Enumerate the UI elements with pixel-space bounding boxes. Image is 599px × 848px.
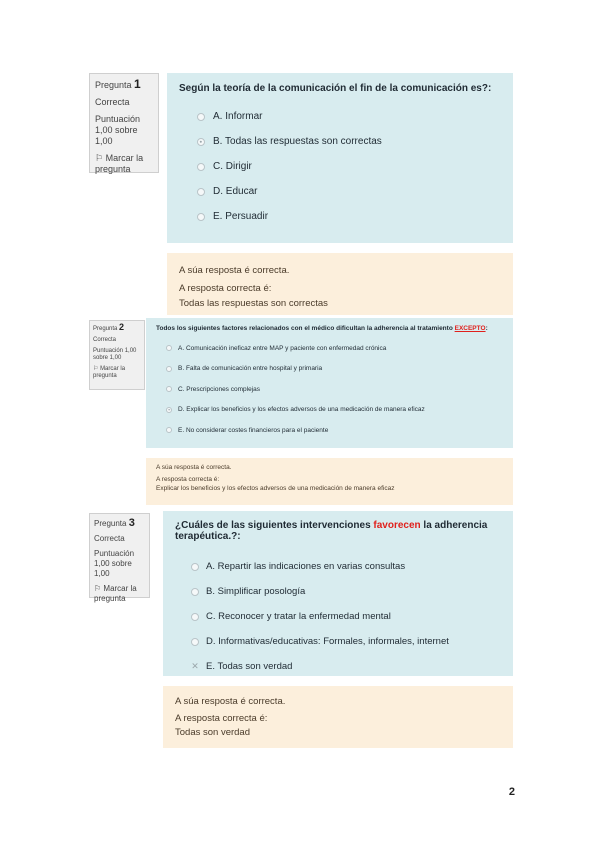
answer-option-d[interactable] [179, 179, 501, 204]
question-status: Correcta [93, 337, 117, 343]
question-info-3 [89, 513, 150, 603]
answer-option-label: A. Repartir las indicaciones en varias consultas [206, 561, 406, 572]
answer-option-d[interactable] [175, 629, 501, 654]
radio-button[interactable] [191, 638, 199, 646]
answer-option-label: B. Simplificar posología [206, 586, 306, 597]
radio-button[interactable] [197, 113, 205, 121]
radio-button[interactable] [166, 386, 172, 392]
answer-feedback-1 [167, 253, 513, 315]
answer-option-c[interactable] [179, 154, 501, 179]
answer-feedback-3 [163, 686, 513, 748]
answer-option-label: C. Prescripciones complejas [178, 385, 261, 393]
feedback-status: A súa resposta é correcta. [179, 265, 290, 276]
answer-option-a[interactable] [179, 104, 501, 129]
answer-option-e[interactable] [179, 204, 501, 229]
question-info-1 [89, 73, 159, 173]
answer-option-e[interactable] [175, 654, 501, 679]
answer-option-a[interactable] [156, 338, 503, 359]
answer-feedback-2 [146, 458, 513, 505]
question-status: Correcta [94, 534, 125, 543]
answer-option-label: B. Todas las respuestas son correctas [213, 136, 382, 147]
check-x-icon[interactable]: ✕ [191, 661, 199, 671]
feedback-status: A súa resposta é correcta. [156, 464, 232, 471]
question-content-1 [167, 73, 513, 243]
question-prompt: Según la teoría de la comunicación el fin de la comunicación es?: [179, 83, 492, 94]
question-info-2 [89, 320, 145, 390]
radio-button[interactable] [197, 213, 205, 221]
question-content-3 [163, 511, 513, 676]
answer-option-label: A. Informar [213, 111, 263, 122]
question-number: Pregunta 2 [93, 322, 125, 332]
answer-option-label: E. Persuadir [213, 211, 269, 222]
question-number: Pregunta 1 [95, 77, 141, 91]
radio-button[interactable] [191, 563, 199, 571]
answer-option-d[interactable] [156, 400, 503, 421]
question-prompt: Todos los siguientes factores relacionados con el médico dificultan la adherencia al tratamiento EXCEPTO: [156, 325, 488, 332]
question-score: Puntuación 1,00 sobre 1,00 [93, 348, 137, 361]
answer-option-label: E. Todas son verdad [206, 661, 293, 672]
radio-button[interactable] [166, 345, 172, 351]
radio-button-selected[interactable] [197, 138, 205, 146]
answer-option-b[interactable] [179, 129, 501, 154]
answer-option-label: E. No considerar costes financieros para el paciente [178, 426, 329, 434]
answer-option-b[interactable] [156, 359, 503, 380]
flag-question-link[interactable]: ⚐ Marcar la pregunta [94, 584, 137, 603]
answer-option-label: A. Comunicación ineficaz entre MAP y paciente con enfermedad crónica [178, 344, 387, 352]
radio-button[interactable] [191, 613, 199, 621]
flag-icon: ⚐ [95, 153, 104, 163]
feedback-status: A súa resposta é correcta. [175, 696, 286, 707]
question-score: Puntuación 1,00 sobre 1,00 [95, 114, 141, 146]
question-status: Correcta [95, 97, 130, 107]
question-score: Puntuación 1,00 sobre 1,00 [94, 549, 135, 578]
radio-button[interactable] [191, 588, 199, 596]
prompt-highlight: favorecen [373, 520, 421, 531]
feedback-answer: Explicar los beneficios y los efectos adversos de una medicación de manera eficaz [156, 485, 395, 492]
radio-button-selected[interactable] [166, 407, 172, 413]
answer-option-b[interactable] [175, 579, 501, 604]
answer-option-a[interactable] [175, 554, 501, 579]
flag-question-link[interactable]: ⚐ Marcar la pregunta [95, 153, 144, 174]
answer-option-label: C. Reconocer y tratar la enfermedad mental [206, 611, 391, 622]
flag-icon: ⚐ [93, 366, 99, 372]
answer-option-label: B. Falta de comunicación entre hospital y primaria [178, 365, 323, 373]
radio-button[interactable] [166, 366, 172, 372]
flag-question-link[interactable]: ⚐ Marcar la pregunta [93, 366, 126, 379]
answer-option-label: C. Dirigir [213, 161, 252, 172]
answer-option-c[interactable] [156, 379, 503, 400]
answer-option-c[interactable] [175, 604, 501, 629]
feedback-label: A resposta correcta é: [179, 283, 272, 294]
flag-icon: ⚐ [94, 584, 102, 593]
page-number: 2 [508, 786, 515, 798]
answer-option-label: D. Informativas/educativas: Formales, informales, internet [206, 636, 449, 647]
question-number: Pregunta 3 [94, 517, 135, 529]
feedback-answer: Todas las respuestas son correctas [179, 298, 328, 309]
question-content-2 [146, 318, 513, 448]
answer-option-label: D. Educar [213, 186, 258, 197]
feedback-answer: Todas son verdad [175, 727, 250, 738]
radio-button[interactable] [166, 427, 172, 433]
prompt-highlight: EXCEPTO [454, 325, 486, 332]
feedback-label: A resposta correcta é: [156, 476, 220, 483]
question-prompt: ¿Cuáles de las siguientes intervenciones favorecen la adherencia terapéutica.?: [175, 520, 488, 542]
answer-option-e[interactable] [156, 420, 503, 441]
radio-button[interactable] [197, 163, 205, 171]
answer-option-label: D. Explicar los beneficios y los efectos adversos de una medicación de manera eficaz [178, 406, 425, 414]
feedback-label: A resposta correcta é: [175, 713, 268, 724]
radio-button[interactable] [197, 188, 205, 196]
